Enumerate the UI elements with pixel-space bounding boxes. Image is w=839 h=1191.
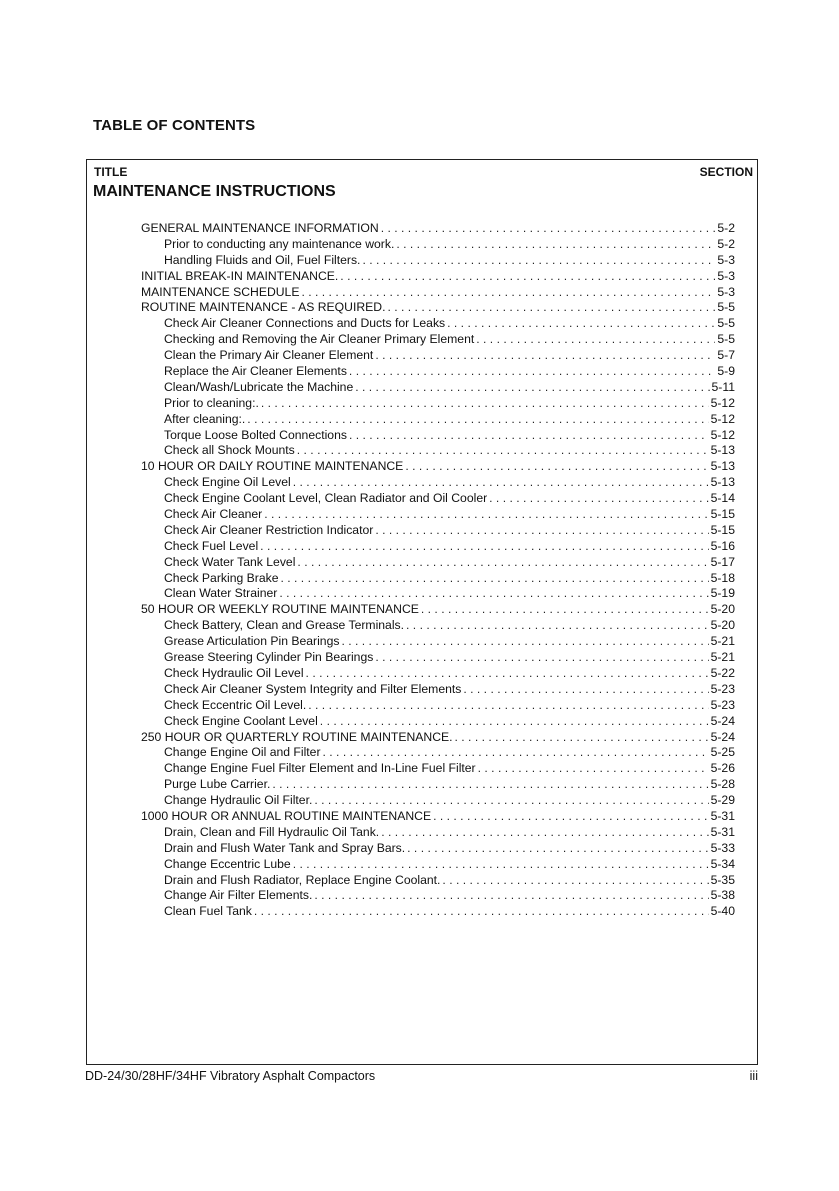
toc-entry-label: Check Air Cleaner System Integrity and Filter Elements [164,681,462,696]
toc-entry-label: Check Fuel Level [164,538,259,553]
toc-dot-leader [293,475,709,491]
toc-entry-label: Grease Articulation Pin Bearings [164,634,340,649]
toc-entry-label: Drain, Clean and Fill Hydraulic Oil Tank. [164,824,380,839]
toc-entry[interactable] [141,221,735,237]
toc-entry-page: 5-12 [710,427,735,442]
toc-entry-label: Change Air Filter Elements. [164,888,313,903]
toc-entry[interactable] [141,475,735,491]
toc-dot-leader [349,428,709,444]
toc-entry-label: Handling Fluids and Oil, Fuel Filters. [164,252,361,267]
toc-dot-leader [362,253,715,269]
toc-entry-label: 50 HOUR OR WEEKLY ROUTINE MAINTENANCE [141,602,419,617]
toc-entry[interactable] [141,412,735,428]
toc-list [141,221,735,920]
toc-entry-label: Check Engine Coolant Level [164,713,318,728]
toc-dot-leader [301,285,715,301]
toc-entry-page: 5-3 [717,284,735,299]
toc-entry[interactable] [141,873,735,889]
toc-dot-leader [272,777,708,793]
toc-entry-label: Clean/Wash/Lubricate the Machine [164,379,354,394]
toc-entry-page: 5-29 [710,793,735,808]
toc-entry[interactable] [141,348,735,364]
toc-entry[interactable] [141,507,735,523]
toc-dot-leader [405,459,708,475]
toc-entry[interactable] [141,888,735,904]
toc-entry-label: Check Parking Brake [164,570,279,585]
toc-entry-label: Check Air Cleaner Restriction Indicator [164,522,374,537]
toc-entry-label: Check Engine Oil Level [164,475,291,490]
toc-entry-page: 5-15 [710,522,735,537]
toc-entry[interactable] [141,459,735,475]
toc-entry-page: 5-22 [710,665,735,680]
toc-dot-leader [442,873,708,889]
toc-dot-leader [455,730,709,746]
toc-dot-leader [476,332,715,348]
toc-dot-leader [260,539,708,555]
toc-entry-page: 5-24 [710,713,735,728]
toc-entry[interactable] [141,443,735,459]
toc-entry[interactable] [141,761,735,777]
toc-entry-page: 5-21 [710,634,735,649]
toc-dot-leader [433,809,709,825]
toc-entry[interactable] [141,682,735,698]
toc-entry-label: Replace the Air Cleaner Elements [164,364,347,379]
toc-entry-page: 5-20 [710,602,735,617]
toc-entry-label: Clean Fuel Tank [164,904,252,919]
toc-dot-leader [280,571,708,587]
toc-entry-label: Checking and Removing the Air Cleaner Primary Element [164,332,475,347]
toc-entry-label: Change Engine Fuel Filter Element and In-Line Fuel Filter [164,761,476,776]
toc-dot-leader [323,745,709,761]
toc-entry[interactable] [141,316,735,332]
toc-entry-page: 5-14 [710,491,735,506]
toc-dot-leader [381,221,716,237]
toc-entry[interactable] [141,650,735,666]
toc-entry-page: 5-34 [710,856,735,871]
toc-entry[interactable] [141,904,735,920]
toc-entry-page: 5-40 [710,904,735,919]
toc-entry-page: 5-3 [717,252,735,267]
toc-entry-page: 5-31 [710,808,735,823]
toc-entry-page: 5-31 [710,824,735,839]
toc-entry-page: 5-5 [717,332,735,347]
toc-entry[interactable] [141,666,735,682]
toc-entry[interactable] [141,396,735,412]
toc-entry[interactable] [141,571,735,587]
toc-dot-leader [406,618,709,634]
toc-dot-leader [381,825,708,841]
toc-entry-page: 5-13 [710,475,735,490]
toc-dot-leader [297,555,708,571]
toc-dot-leader [314,888,708,904]
toc-dot-leader [463,682,708,698]
toc-entry-label: Check Battery, Clean and Grease Terminals. [164,618,405,633]
column-header-title: TITLE [94,165,128,179]
toc-entry-page: 5-5 [717,316,735,331]
toc-entry-label: Check Eccentric Oil Level. [164,697,307,712]
toc-dot-leader [387,300,715,316]
toc-entry-page: 5-3 [717,268,735,283]
toc-entry-page: 5-9 [717,364,735,379]
toc-entry-label: Change Eccentric Lube [164,856,291,871]
toc-entry[interactable] [141,237,735,253]
toc-dot-leader [349,364,715,380]
toc-entry[interactable] [141,586,735,602]
section-heading: MAINTENANCE INSTRUCTIONS [93,183,336,200]
toc-entry[interactable] [141,634,735,650]
toc-entry[interactable] [141,857,735,873]
toc-dot-leader [375,650,708,666]
toc-entry-label: Check Air Cleaner Connections and Ducts for Leaks [164,316,446,331]
toc-entry-page: 5-28 [710,777,735,792]
toc-entry-label: 10 HOUR OR DAILY ROUTINE MAINTENANCE [141,459,404,474]
toc-entry-page: 5-18 [710,570,735,585]
toc-table [86,159,758,1065]
toc-entry[interactable] [141,428,735,444]
toc-entry-label: Drain and Flush Radiator, Replace Engine Coolant. [164,872,441,887]
toc-entry-page: 5-33 [710,840,735,855]
toc-entry-label: Grease Steering Cylinder Pin Bearings [164,650,374,665]
toc-entry-label: INITIAL BREAK-IN MAINTENANCE. [141,268,339,283]
toc-entry[interactable] [141,285,735,301]
toc-entry-label: Drain and Flush Water Tank and Spray Bars. [164,840,406,855]
toc-entry-page: 5-15 [710,507,735,522]
toc-entry-label: 1000 HOUR OR ANNUAL ROUTINE MAINTENANCE [141,808,432,823]
toc-entry-page: 5-25 [710,745,735,760]
toc-entry-label: Check Hydraulic Oil Level [164,665,304,680]
toc-entry[interactable] [141,539,735,555]
toc-dot-leader [297,443,709,459]
toc-entry-label: Prior to cleaning:. [164,395,259,410]
toc-dot-leader [489,491,708,507]
toc-dot-leader [320,714,709,730]
toc-entry-label: Check all Shock Mounts [164,443,295,458]
toc-entry[interactable] [141,332,735,348]
toc-entry-label: Check Engine Coolant Level, Clean Radiator and Oil Cooler [164,491,488,506]
toc-entry-label: Change Engine Oil and Filter [164,745,321,760]
toc-entry[interactable] [141,269,735,285]
toc-entry[interactable] [141,745,735,761]
toc-dot-leader [254,904,709,920]
toc-entry[interactable] [141,618,735,634]
toc-entry[interactable] [141,777,735,793]
toc-entry[interactable] [141,714,735,730]
toc-dot-leader [264,507,708,523]
toc-entry-label: Purge Lube Carrier. [164,777,271,792]
toc-entry-label: Clean the Primary Air Cleaner Element [164,348,374,363]
toc-entry-page: 5-11 [711,379,735,394]
toc-dot-leader [407,841,708,857]
toc-dot-leader [375,523,708,539]
toc-dot-leader [314,793,708,809]
toc-dot-leader [293,857,709,873]
toc-dot-leader [396,237,715,253]
toc-dot-leader [421,602,709,618]
toc-entry-label: Check Air Cleaner [164,507,263,522]
toc-entry-page: 5-23 [710,697,735,712]
toc-entry-page: 5-2 [717,236,735,251]
toc-entry-page: 5-12 [710,395,735,410]
toc-entry-label: Check Water Tank Level [164,554,296,569]
toc-entry-page: 5-5 [717,300,735,315]
column-header-section: SECTION [699,165,753,179]
toc-entry[interactable] [141,730,735,746]
toc-entry-page: 5-19 [710,586,735,601]
toc-entry-page: 5-13 [710,443,735,458]
toc-dot-leader [375,348,715,364]
toc-dot-leader [279,586,708,602]
toc-entry[interactable] [141,380,735,396]
toc-entry-label: Clean Water Strainer [164,586,278,601]
toc-entry-page: 5-24 [710,729,735,744]
toc-entry-page: 5-16 [710,538,735,553]
footer-product-name: DD-24/30/28HF/34HF Vibratory Asphalt Compactors [85,1069,376,1083]
toc-dot-leader [478,761,709,777]
toc-dot-leader [306,666,709,682]
toc-dot-leader [261,396,709,412]
toc-entry[interactable] [141,602,735,618]
toc-dot-leader [340,269,715,285]
toc-entry[interactable] [141,555,735,571]
toc-entry[interactable] [141,793,735,809]
toc-entry[interactable] [141,698,735,714]
toc-entry-label: GENERAL MAINTENANCE INFORMATION [141,221,379,235]
toc-entry-page: 5-38 [710,888,735,903]
toc-entry[interactable] [141,300,735,316]
toc-entry-label: After cleaning:. [164,411,246,426]
toc-entry-page: 5-13 [710,459,735,474]
toc-entry[interactable] [141,364,735,380]
toc-entry-page: 5-23 [710,681,735,696]
toc-entry[interactable] [141,253,735,269]
toc-dot-leader [355,380,709,396]
toc-entry-label: Prior to conducting any maintenance work. [164,236,395,251]
toc-entry-page: 5-21 [710,650,735,665]
toc-dot-leader [341,634,708,650]
footer-page-number: iii [749,1069,758,1083]
toc-dot-leader [247,412,708,428]
toc-dot-leader [308,698,708,714]
toc-entry-label: 250 HOUR OR QUARTERLY ROUTINE MAINTENANCE. [141,729,453,744]
toc-entry[interactable] [141,523,735,539]
toc-entry-page: 5-35 [710,872,735,887]
toc-entry-page: 5-2 [717,221,735,235]
toc-entry-page: 5-12 [710,411,735,426]
toc-entry[interactable] [141,841,735,857]
toc-entry[interactable] [141,809,735,825]
toc-entry-label: Change Hydraulic Oil Filter. [164,793,313,808]
toc-entry-page: 5-7 [717,348,735,363]
toc-entry[interactable] [141,491,735,507]
page-title: TABLE OF CONTENTS [93,117,256,134]
toc-entry-label: ROUTINE MAINTENANCE - AS REQUIRED. [141,300,386,315]
toc-entry[interactable] [141,825,735,841]
toc-entry-page: 5-17 [710,554,735,569]
toc-entry-label: Torque Loose Bolted Connections [164,427,347,442]
toc-entry-page: 5-20 [710,618,735,633]
toc-entry-label: MAINTENANCE SCHEDULE [141,284,300,299]
toc-dot-leader [447,316,715,332]
toc-entry-page: 5-26 [710,761,735,776]
